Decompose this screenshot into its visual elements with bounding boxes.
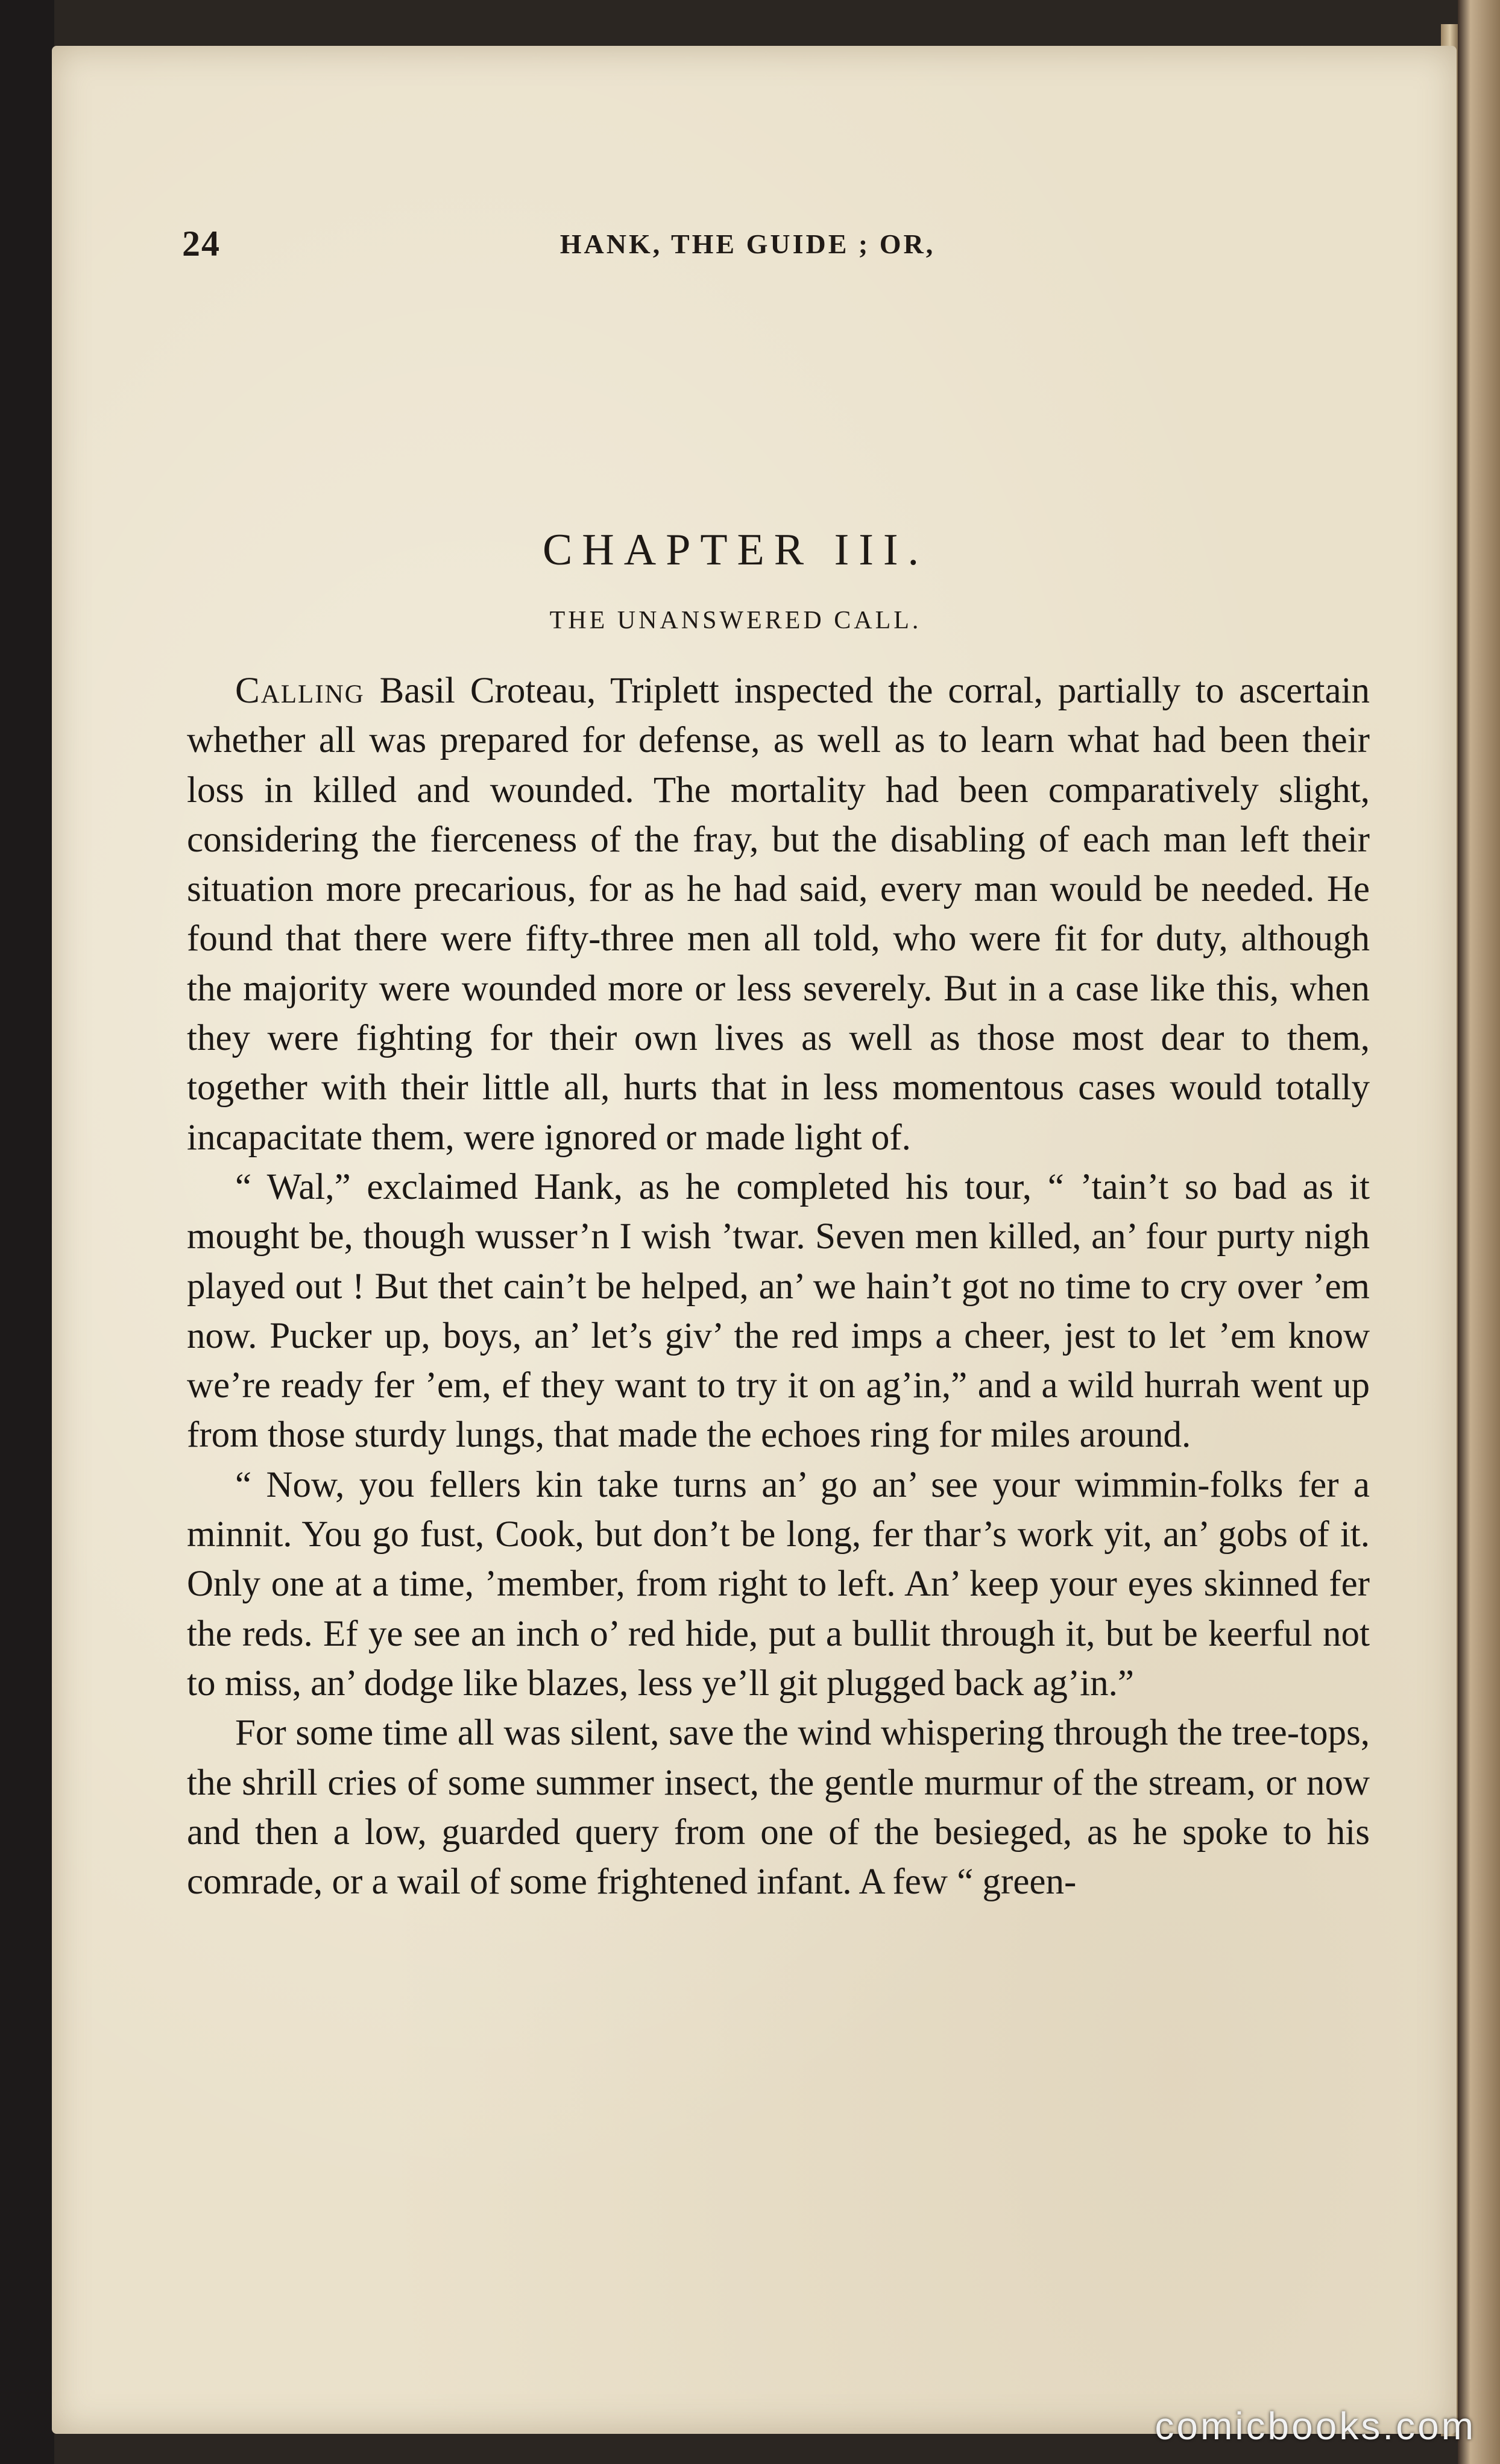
chapter-title: CHAPTER III. bbox=[542, 525, 929, 575]
scan-backdrop-left bbox=[0, 0, 54, 2464]
running-title: HANK, THE GUIDE ; OR, bbox=[559, 229, 936, 259]
page-number: 24 bbox=[182, 224, 221, 264]
paragraph-text: Basil Croteau, Triplett inspected the corral, partially to ascertain whether all was prepared for defense, as well as to learn what had been their loss in killed and wounded. The mortality had been comparatively slight, considering the fierceness of the fray, but the disabling of each man left their situation more precarious, for as he had said, every man would be needed. He found that there were fifty-three men all told, who were fit for duty, although the majority were wounded more or less severely. But in a case like this, when they were fighting for their own lives as well as those most dear to them, together with their little all, hurts that in less momentous cases would totally incapacitate them, were ignored or made light of. bbox=[187, 671, 1370, 1158]
paragraph-3: “ Now, you fellers kin take turns an’ go an’ see your wimmin-folks fer a minnit. You go fust, Cook, but don’t be long, fer thar’s work yit, an’ gobs of it. Only one at a time, ’member, from right to left. An’ keep your eyes skinned fer the reds. Ef ye see an inch o’ red hide, put a bullit through it, but be keerful not to miss, an’ dodge like blazes, less ye’ll git plugged back ag’in.” bbox=[187, 1464, 1370, 1704]
scan-backdrop-right bbox=[1458, 0, 1500, 2464]
running-head bbox=[133, 223, 1363, 271]
paragraph-4: For some time all was silent, save the wind whispering through the tree-tops, the shrill cries of some summer insect, the gentle murmur of the stream, or now and then a low, guarded query from one of the besieged, as he spoke to his comrade, or a wail of some frightened infant. A few “ green- bbox=[187, 1713, 1370, 1903]
body-text bbox=[187, 666, 1370, 1907]
site-watermark: comicbooks.com bbox=[1155, 2404, 1476, 2448]
chapter-subtitle: THE UNANSWERED CALL. bbox=[549, 607, 922, 634]
paragraph-2: “ Wal,” exclaimed Hank, as he completed his tour, “ ’tain’t so bad as it mought be, though wusser’n I wish ’twar. Seven men killed, an’ four purty nigh played out ! But thet cain’t be helped, an’ we hain’t got no time to cry over ’em now. Pucker up, boys, an’ let’s giv’ the red imps a cheer, jest to let ’em know we’re ready fer ’em, ef they want to try it on ag’in,” and a wild hurrah went up from those sturdy lungs, that made the echoes ring for miles around. bbox=[187, 1166, 1370, 1456]
paragraph-1 bbox=[187, 666, 1370, 1163]
paragraph-lead-word: Calling bbox=[235, 671, 365, 711]
